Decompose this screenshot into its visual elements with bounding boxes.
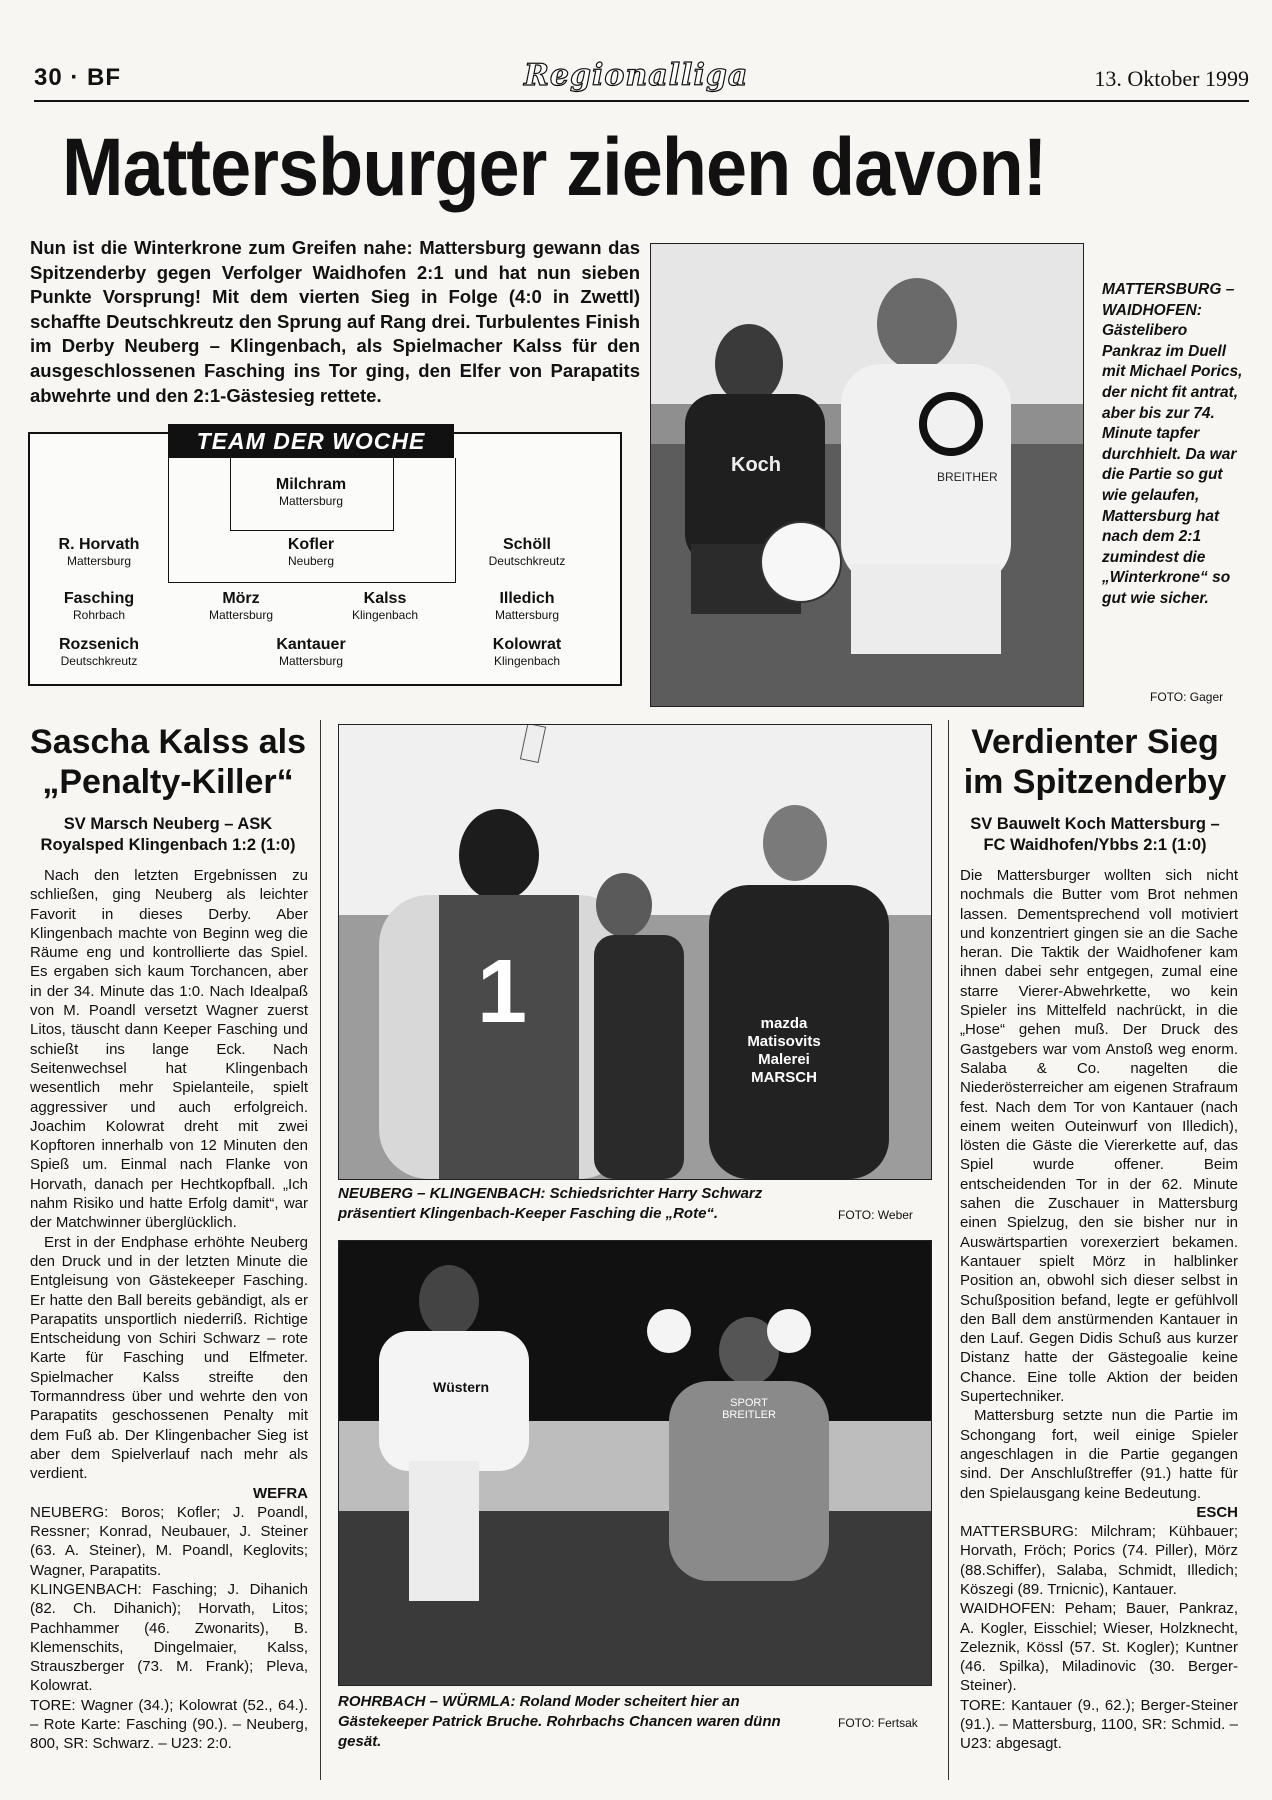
headline: Mattersburger ziehen davon! [62, 122, 1047, 213]
section-title: Regionalliga [524, 58, 749, 93]
photo-illustration [339, 1241, 931, 1685]
article-subtitle: SV Bauwelt Koch Mattersburg – FC Waidhofen/Ybbs 2:1 (1:0) [970, 815, 1220, 854]
article-paragraph: Nach den letzten Ergebnissen zu schließen, ging Neuberg als leichter Favorit in dieses Derby. Aber Klingenbach machte von Beginn weg die Räume eng und kontrollierte das Spiel. Es ergaben sich kaum Torchancen, aber in der 34. Minute das 1:0. Nach Idealpaß von M. Poandl versetzt Wagner zuerst Litos, täuscht dann Keeper Fasching und schießt ins lange Eck. Nach Seitenwechsel hat Klingenbach wesentlich mehr Spielanteile, spielt aggressiver und auch erfolgreich. Joachim Kolowrat dreht mit zwei Kopftoren innerhalb von 12 Minuten den Spieß um. Einmal nach Flanke von Horvath, danach per Hechtkopfball. „Ich nahm Risiko und hatte Erfolg damit“, war der Matchwinner überglücklich. [30, 867, 308, 1232]
photo-illustration [651, 244, 1083, 706]
article-title: Sascha Kalss als „Penalty-Killer“ [30, 723, 306, 801]
article-author: WEFRA [253, 1484, 308, 1502]
photo-credit: FOTO: Gager [1150, 690, 1224, 704]
photo-rohrbach-wuermla [338, 1240, 932, 1686]
article-paragraph: Erst in der Endphase erhöhte Neuberg den Druck und in der letzten Minute die Entgleisung von Gästekeeper Fasching. Er hatte den Ball bereits gebändigt, als er Parapatits unsportlich niederriß. Richtige Entscheidung von Schiri Schwarz – rote Karte für Fasching und Elfmeter. Spielmacher Kalss streifte den Tormanndress über und wehrte den von Parapatits geschossenen Penalty mit dem Fuß ab. Der Klingenbacher Sieg ist aber dem Spielverlauf nach mehr als verdient. [30, 1233, 308, 1483]
team-player: R. Horvath Mattersburg [58, 536, 140, 568]
team-player: Kalss Klingenbach [351, 590, 419, 622]
photo-caption: ROHRBACH – WÜRMLA: Roland Moder scheitert hier an Gästekeeper Patrick Bruche. Rohrbachs Chancen waren dünn gesät. [338, 1693, 781, 1750]
photo-shirt-text: SPORT BREITLER [722, 1397, 776, 1421]
team-title: TEAM DER WOCHE [168, 424, 454, 458]
article-author: ESCH [1196, 1503, 1238, 1521]
team-player: Milchram Mattersburg [275, 476, 347, 508]
article-paragraph: Die Mattersburger wollten sich nicht nochmals die Butter vom Brot nehmen lassen. Dementsprechend voll motiviert und konzentriert gingen sie an die Sache heran. Die Taktik der Waidhofener kam ihnen dabei sehr entgegen, zumal eine starre Vierer-Abwehrkette, wo kein Spieler ins Mittelfeld nachrückt, in die „Hose“ gehen muß. Der Druck des Gastgebers war vom Anstoß weg enorm. Salaba & Co. nagelten die Niederösterreicher am eigenen Strafraum fest. Nach dem Tor von Kantauer (nach einem weiten Outeinwurf von Illedich), lösten die Gäste die Viererkette auf, das Spiel wurde offener. Beim entscheidenden Tor in der 62. Minute sahen die Zuschauer in Mattersburg einen Spielzug, den sie bisher nur in Auswärtspartien vorexerziert bekamen. Kantauer spielt Mörz in halblinker Position an, obwohl sich dieser selbst in Schußposition befand, legte er gefühlvoll den Ball dem anstürmenden Kantauer in den Lauf. Gegen Didis Schuß aus kurzer Distanz hatte der Gästegoalie keine Chance. Eine tolle Aktion der beiden Supertechniker. [960, 867, 1238, 1406]
article-title: Verdienter Sieg im Spitzenderby [963, 723, 1227, 801]
lineup-text: NEUBERG: Boros; Kofler; J. Poandl, Ressner; Konrad, Neubauer, J. Steiner (63. A. Steiner), M. Poandl, Keglovits; Wagner, Parapatits. [30, 1503, 308, 1579]
team-player: Mörz Mattersburg [208, 590, 274, 622]
photo-shirt-text: mazda Matisovits Malerei MARSCH [747, 1015, 821, 1086]
issue-date: 13. Oktober 1999 [1094, 66, 1249, 91]
photo-credit: FOTO: Weber [838, 1208, 913, 1222]
goals-text: TORE: Wagner (34.); Kolowrat (52., 64.). – Rote Karte: Fasching (90.). – Neuberg, 800, SR: Schwarz. – U23: 2:0. [30, 1696, 308, 1753]
page-header [34, 60, 1249, 102]
goals-text: TORE: Kantauer (9., 62.); Berger-Steiner (91.). – Mattersburg, 1100, SR: Schmid. – U23: abgesagt. [960, 1696, 1238, 1753]
team-player: Kofler Neuberg [287, 536, 335, 568]
article-subtitle: SV Marsch Neuberg – ASK Royalsped Klingenbach 1:2 (1:0) [40, 815, 296, 854]
photo-neuberg-klingenbach [338, 724, 932, 1180]
column-divider [948, 720, 949, 1780]
photo-credit: FOTO: Fertsak [838, 1716, 918, 1730]
photo-shirt-text: Koch [731, 454, 781, 476]
team-of-week [28, 428, 622, 686]
column-divider [320, 720, 321, 1780]
photo-caption: NEUBERG – KLINGENBACH: Schiedsrichter Harry Schwarz präsentiert Klingenbach-Keeper Fasching die „Rote“. [338, 1185, 763, 1222]
article-body [30, 866, 308, 1754]
page-number: 30 · BF [34, 64, 122, 91]
team-player: Fasching Rohrbach [63, 590, 135, 622]
photo-shirt-text: Wüstern [433, 1379, 489, 1395]
team-player: Kantauer Mattersburg [276, 636, 346, 668]
team-player: Rozsenich Deutschkreutz [58, 636, 139, 668]
lead-paragraph: Nun ist die Winterkrone zum Greifen nahe: Mattersburg gewann das Spitzenderby gegen Verfolger Waidhofen 2:1 und hat nun sieben Punkte Vorsprung! Mit dem vierten Sieg in Folge (4:0 in Zwettl) schaffte Deutschkreutz den Sprung auf Rang drei. Turbulentes Finish im Derby Neuberg – Klingenbach, als Spielmacher Kalss für den ausgeschlossenen Fasching ins Tor ging, den Elfer von Parapatits abwehrte und den 2:1-Gästesieg rettete. [30, 237, 640, 406]
jersey-number: 1 [477, 942, 528, 1042]
lineup-text: WAIDHOFEN: Peham; Bauer, Pankraz, A. Kogler, Eisschiel; Wieser, Holzknecht, Zeleznik, Kössl (57. St. Kogler); Kuntner (46. Spilka), Miladinovic (30. Berger-Steiner). [960, 1600, 1238, 1695]
team-player: Kolowrat Klingenbach [492, 636, 562, 668]
photo-illustration [339, 725, 931, 1179]
lineup-text: MATTERSBURG: Milchram; Kühbauer; Horvath, Fröch; Porics (74. Piller), Mörz (88.Schiffer), Salaba, Schmidt, Illedich; Köszegi (89. Trnicnic), Kantauer. [960, 1523, 1238, 1598]
team-player: Illedich Mattersburg [494, 590, 560, 622]
photo-caption: MATTERSBURG – WAIDHOFEN: Gästelibero Pankraz im Duell mit Michael Porics, der nicht fit antrat, aber bis zur 74. Minute tapfer durchhielt. Da war die Partie so gut wie gelaufen, Mattersburg hat nach dem 2:1 zumindest die „Winterkrone“ so gut wie sicher. [1102, 281, 1243, 607]
lineup-text: KLINGENBACH: Fasching; J. Dihanich (82. Ch. Dihanich); Horvath, Litos; Pachhammer (46. Zwonarits), B. Klemenschits, Dingelmaier, Kalss, Strauszberger (73. M. Frank); Pleva, Kolowrat. [30, 1580, 308, 1695]
team-player: Schöll Deutschkreutz [488, 536, 566, 568]
photo-mattersburg-waidhofen [650, 243, 1084, 707]
article-paragraph: Mattersburg setzte nun die Partie im Schongang fort, weil einige Spieler angeschlagen in die Partie gegangen sind. Der Anschlußtreffer (91.) hatte für den Spielausgang keine Bedeutung. [960, 1407, 1238, 1502]
photo-shirt-text: BREITHER [937, 470, 998, 484]
article-body [960, 866, 1238, 1754]
